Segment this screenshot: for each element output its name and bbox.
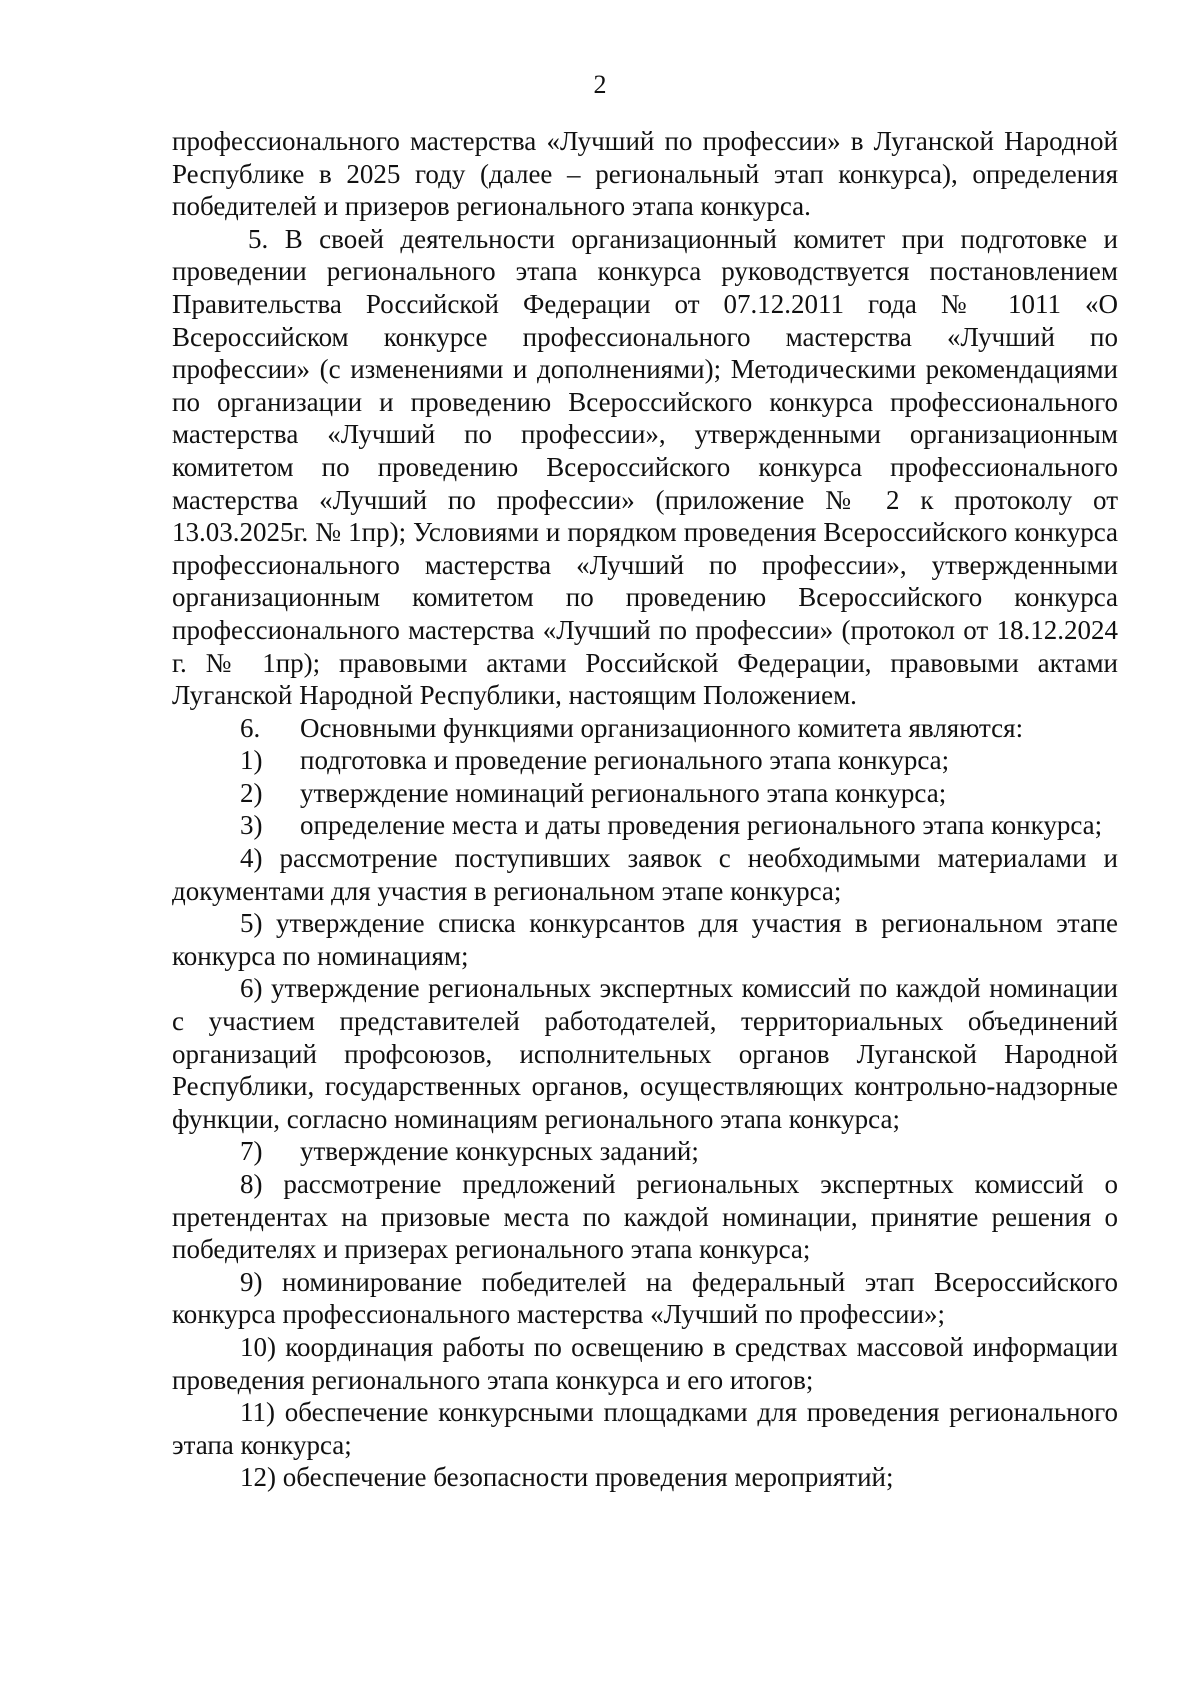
paragraph-6-text: Основными функциями организационного комитета являются:: [300, 712, 1024, 743]
list-item-number: 10): [240, 1331, 276, 1362]
paragraph-5: 5. В своей деятельности организационный комитет при подготовке и проведении регионального этапа конкурса руководствуется постановлением Правительства Российской Федерации от 07.12.2011 года № 1011 «О Всероссийском конкурсе профессионального мастерства «Лучший по профессии» (с изменениями и дополнениями); Методическими рекомендациями по организации и проведению Всероссийского конкурса профессионального мастерства «Лучший по профессии», утвержденными организационным комитетом по проведению Всероссийского конкурса профессионального мастерства «Лучший по профессии» (приложение № 2 к протоколу от 13.03.2025г. № 1пр); Условиями и порядком проведения Всероссийского конкурса профессионального мастерства «Лучший по профессии», утвержденными организационным комитетом по проведению Всероссийского конкурса профессионального мастерства «Лучший по профессии» (протокол от 18.12.2024 г. № 1пр); правовыми актами Российской Федерации, правовыми актами Луганской Народной Республики, настоящим Положением.: [172, 223, 1118, 711]
list-item: [172, 1461, 1118, 1494]
list-item-text: определение места и даты проведения регионального этапа конкурса;: [300, 810, 1103, 841]
list-item-text: рассмотрение поступивших заявок с необходимыми материалами и документами для участия в региональном этапе конкурса;: [172, 843, 1118, 906]
list-item-text: обеспечение безопасности проведения мероприятий;: [282, 1462, 894, 1493]
list-item-number: 1): [240, 745, 263, 776]
list-item-number: 3): [240, 810, 263, 841]
list-item-number: 6): [240, 973, 263, 1004]
list-item-text: рассмотрение предложений региональных экспертных комиссий о претендентах на призовые места по каждой номинации, принятие решения о победителях и призерах регионального этапа конкурса;: [172, 1169, 1118, 1265]
paragraph-6-number: 6.: [240, 712, 261, 743]
list-item: [172, 1168, 1118, 1266]
page-number: 2: [593, 70, 607, 99]
list-item-text: координация работы по освещению в средствах массовой информации проведения регионального этапа конкурса и его итогов;: [172, 1331, 1118, 1395]
list-item: [172, 777, 1118, 810]
list-item: [172, 1331, 1118, 1396]
list-item: [172, 744, 1118, 777]
list-item: [172, 1396, 1118, 1461]
list-item-number: 7): [240, 1136, 263, 1167]
list-item-text: обеспечение конкурсными площадками для проведения регионального этапа конкурса;: [172, 1397, 1118, 1460]
list-item: [172, 1266, 1118, 1331]
list-item: [172, 972, 1118, 1135]
paragraph-continuation: профессионального мастерства «Лучший по профессии» в Луганской Народной Республике в 2025 году (далее – региональный этап конкурса), определения победителей и призеров регионального этапа конкурса.: [172, 126, 1118, 222]
list-item-number: 5): [240, 908, 263, 939]
list-item-text: номинирование победителей на федеральный этап Всероссийского конкурса профессионального мастерства «Лучший по профессии»;: [172, 1266, 1119, 1330]
list-item-text: утверждение номинаций регионального этапа конкурса;: [300, 777, 947, 808]
list-item: [172, 809, 1118, 842]
list-item: [172, 1135, 1118, 1168]
list-item-text: подготовка и проведение регионального этапа конкурса;: [300, 745, 950, 776]
list-item-text: утверждение конкурсных заданий;: [300, 1136, 699, 1167]
list-item-number: 2): [240, 777, 263, 808]
list-item: [172, 842, 1118, 907]
list-item-number: 12): [240, 1462, 276, 1493]
list-item-number: 9): [240, 1266, 263, 1297]
list-item-text: утверждение списка конкурсантов для участия в региональном этапе конкурса по номинациям;: [172, 908, 1119, 971]
document-body: [172, 125, 1118, 1494]
list-item-text: утверждение региональных экспертных комиссий по каждой номинации с участием представителей работодателей, территориальных объединений организаций профсоюзов, исполнительных органов Луганской Народной Республики, государственных органов, осуществляющих контрольно-надзорные функции, согласно номинациям регионального этапа конкурса;: [172, 973, 1118, 1134]
list-item-number: 11): [240, 1397, 275, 1428]
paragraph-6: [172, 712, 1118, 745]
list-item-number: 4): [240, 843, 263, 874]
list-item-number: 8): [240, 1169, 263, 1199]
list-item: [172, 907, 1118, 972]
